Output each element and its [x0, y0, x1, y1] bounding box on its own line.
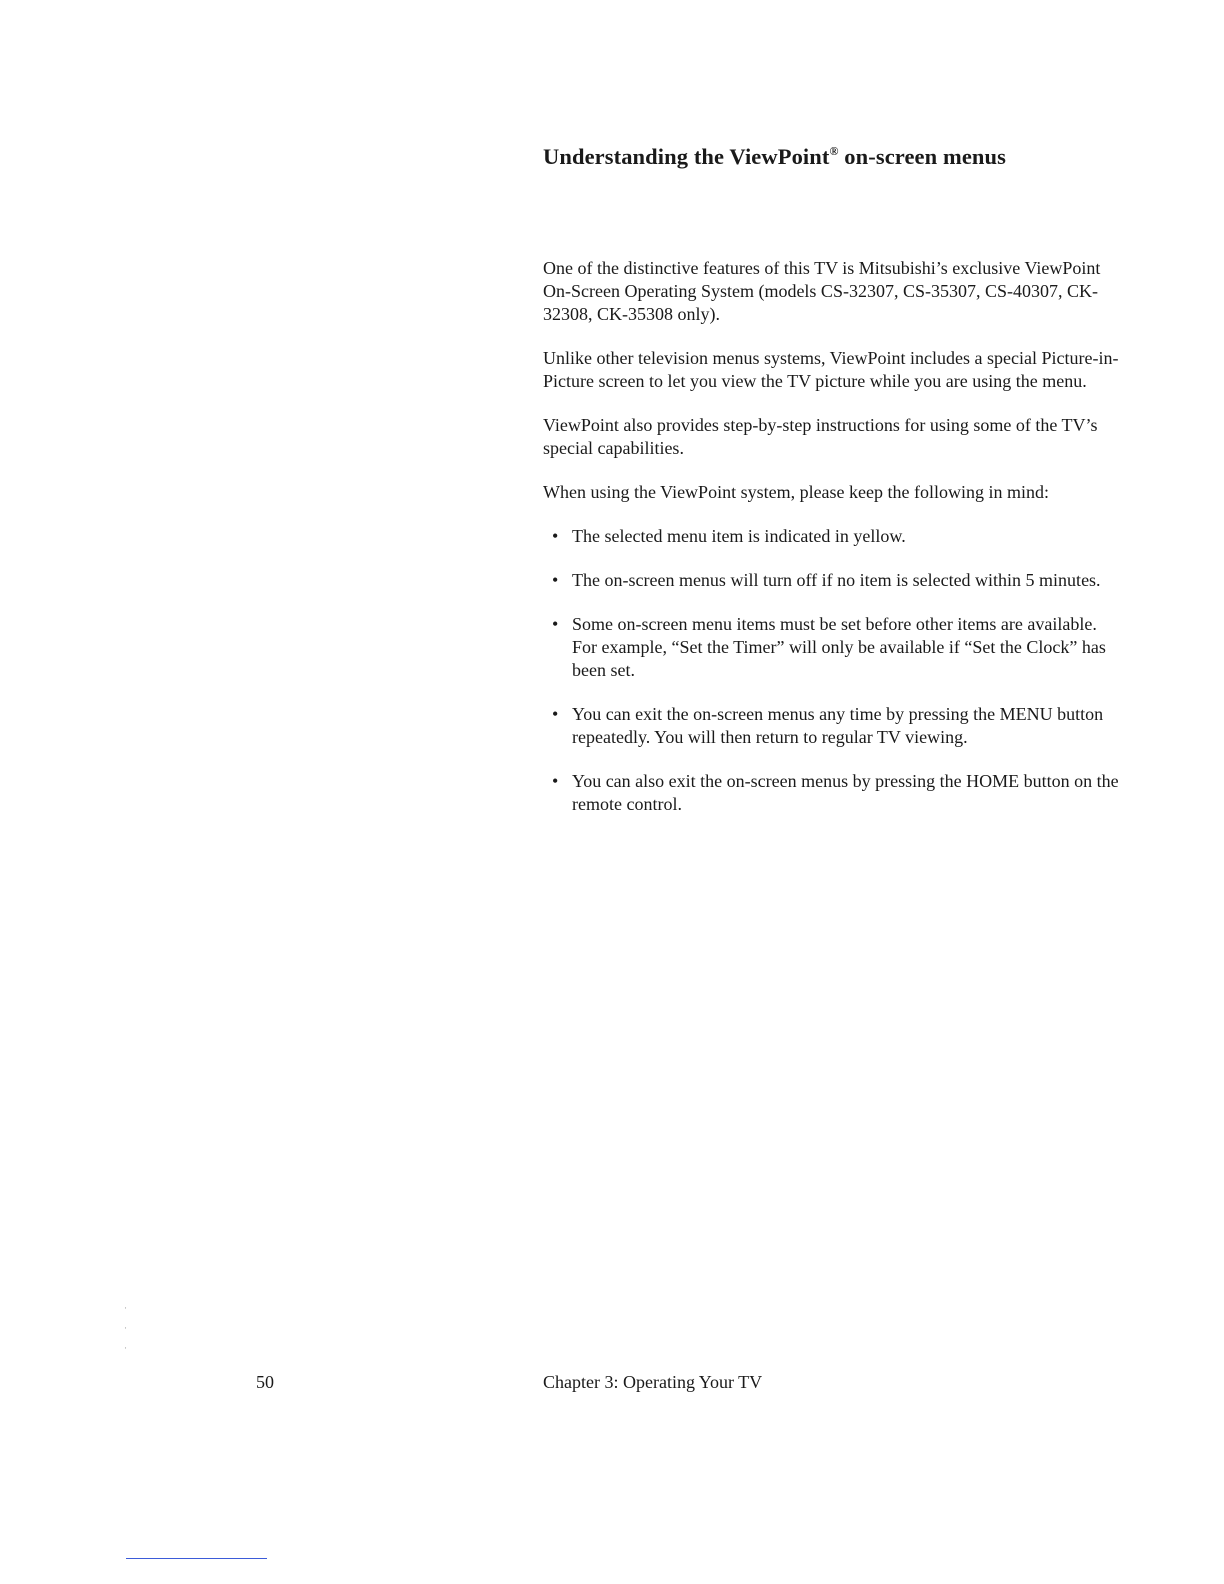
list-item: [543, 525, 1121, 548]
bullet-text: The selected menu item is indicated in yellow.: [572, 526, 906, 546]
list-item: [543, 613, 1121, 682]
instructions-paragraph: ViewPoint also provides step-by-step instructions for using some of the TV’s special capabilities.: [543, 415, 1098, 458]
bullet-icon: •: [552, 704, 559, 724]
list-item: [543, 703, 1121, 749]
page-number: 50: [256, 1372, 274, 1392]
pip-paragraph: Unlike other television menus systems, ViewPoint includes a special Picture-in-Picture screen to let you view the TV picture while you are using the menu.: [543, 348, 1119, 391]
registered-mark: ®: [829, 144, 839, 158]
bullet-text: Some on-screen menu items must be set before other items are available. For example, “Set the Timer” will only be available if “Set the Clock” has been set.: [572, 614, 1106, 680]
body-text: [543, 257, 1121, 837]
chapter-footer: Chapter 3: Operating Your TV: [543, 1372, 763, 1392]
title-text-suffix: on-screen menus: [838, 144, 1006, 169]
list-item: [543, 569, 1121, 592]
bottom-rule: [126, 1558, 267, 1559]
scan-specks: · · ·: [124, 1303, 127, 1353]
page-title: [543, 144, 1183, 170]
bullet-icon: •: [552, 526, 559, 546]
bullet-text: You can exit the on-screen menus any time by pressing the MENU button repeatedly. You will then return to regular TV viewing.: [572, 704, 1104, 747]
title-text: Understanding the ViewPoint: [543, 144, 830, 169]
bullet-icon: •: [552, 771, 559, 791]
bullet-list: [543, 525, 1121, 816]
list-item: [543, 770, 1121, 816]
intro-paragraph: One of the distinctive features of this TV is Mitsubishi’s exclusive ViewPoint On-Screen Operating System (models CS-32307, CS-35307, CS-40307, CK-32308, CK-35308 only).: [543, 258, 1101, 324]
bullet-icon: •: [552, 614, 559, 634]
keep-in-mind-paragraph: When using the ViewPoint system, please keep the following in mind:: [543, 482, 1050, 502]
bullet-text: You can also exit the on-screen menus by pressing the HOME button on the remote control.: [572, 771, 1119, 814]
bullet-icon: •: [552, 570, 559, 590]
bullet-text: The on-screen menus will turn off if no item is selected within 5 minutes.: [572, 570, 1101, 590]
